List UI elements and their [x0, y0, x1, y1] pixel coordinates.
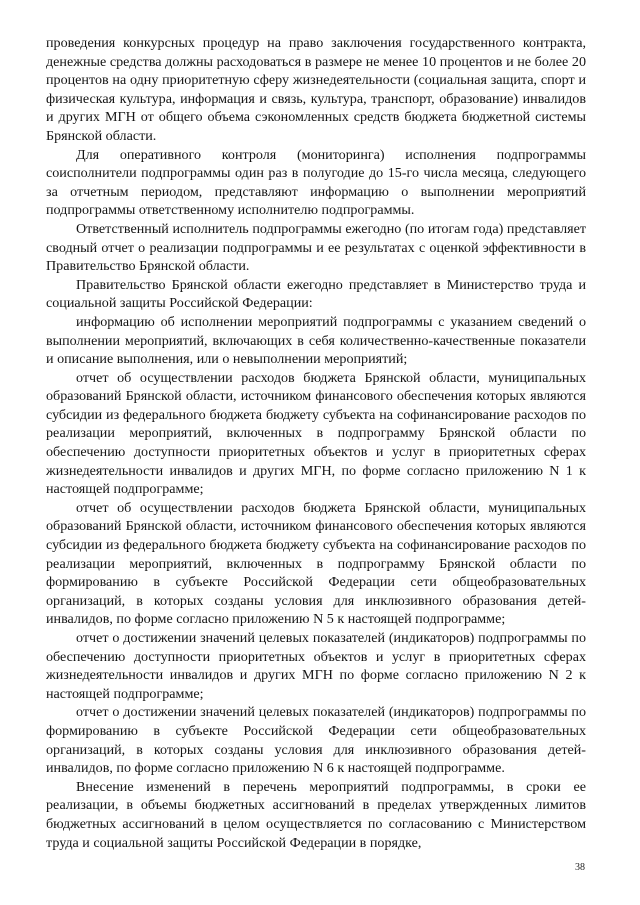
paragraph-8: отчет о достижении значений целевых показателей (индикаторов) подпрограммы по обеспечению доступности приоритетных объектов и услуг в приоритетных сферах жизнедеятельности инвалидов и других МГН по форме согласно приложению N 2 к настоящей подпрограмме; [46, 630, 586, 702]
paragraph-9: отчет о достижении значений целевых показателей (индикаторов) подпрограммы по формированию в субъекте Российской Федерации сети общеобразовательных организаций, в которых созданы условия для инклюзивного образования детей-инвалидов, по форме согласно приложению N 6 к настоящей подпрограмме. [46, 704, 586, 777]
document-page [46, 34, 586, 852]
paragraph-2: Для оперативного контроля (мониторинга) исполнения подпрограммы соисполнители подпрограммы один раз в полугодие до 15-го числа месяца, следующего за отчетным периодом, представляют информацию о выполнении мероприятий подпрограммы ответственному исполнителю подпрограммы. [46, 146, 586, 219]
paragraph-10: Внесение изменений в перечень мероприятий подпрограммы, в сроки ее реализации, в объемы бюджетных ассигнований в пределах утвержденных лимитов бюджетных ассигнований в целом осуществляется по согласованию с Министерством труда и социальной защиты Российской Федерации в порядке, [46, 778, 586, 851]
page-number: 38 [575, 862, 585, 873]
paragraph-1: проведения конкурсных процедур на право заключения государственного контракта, денежные средства должны расходоваться в размере не менее 10 процентов и не более 20 процентов на одну приоритетную сферу жизнедеятельности (социальная защита, спорт и физическая культура, информация и связь, культура, транспорт, образование) инвалидов и других МГН от общего объема сэкономленных средств бюджета бюджетной системы Брянской области. [46, 35, 586, 144]
paragraph-7: отчет об осуществлении расходов бюджета Брянской области, муниципальных образований Брянской области, источником финансового обеспечения которых являются субсидии из федерального бюджета бюджету субъекта на софинансирование расходов по реализации мероприятий, включенных в подпрограмму Брянской области по формированию в субъекте Российской Федерации сети общеобразовательных организаций, в которых созданы условия для инклюзивного образования детей-инвалидов, по форме согласно приложению N 5 к настоящей подпрограмме; [46, 499, 586, 628]
paragraph-3: Ответственный исполнитель подпрограммы ежегодно (по итогам года) представляет сводный отчет о реализации подпрограммы и ее результатах с оценкой эффективности в Правительство Брянской области. [46, 220, 586, 275]
paragraph-4: Правительство Брянской области ежегодно представляет в Министерство труда и социальной защиты Российской Федерации: [46, 276, 586, 312]
paragraph-5: информацию об исполнении мероприятий подпрограммы с указанием сведений о выполнении мероприятий, включающих в себя количественно-качественные показатели и описание выполнения, или о невыполнении мероприятий; [46, 313, 586, 368]
paragraph-6: отчет об осуществлении расходов бюджета Брянской области, муниципальных образований Брянской области, источником финансового обеспечения которых являются субсидии из федерального бюджета бюджету субъекта на софинансирование расходов по реализации мероприятий, включенных в подпрограмму Брянской области по обеспечению доступности приоритетных объектов и услуг в приоритетных сферах жизнедеятельности инвалидов и других МГН, по форме согласно приложению N 1 к настоящей подпрограмме; [46, 369, 586, 498]
